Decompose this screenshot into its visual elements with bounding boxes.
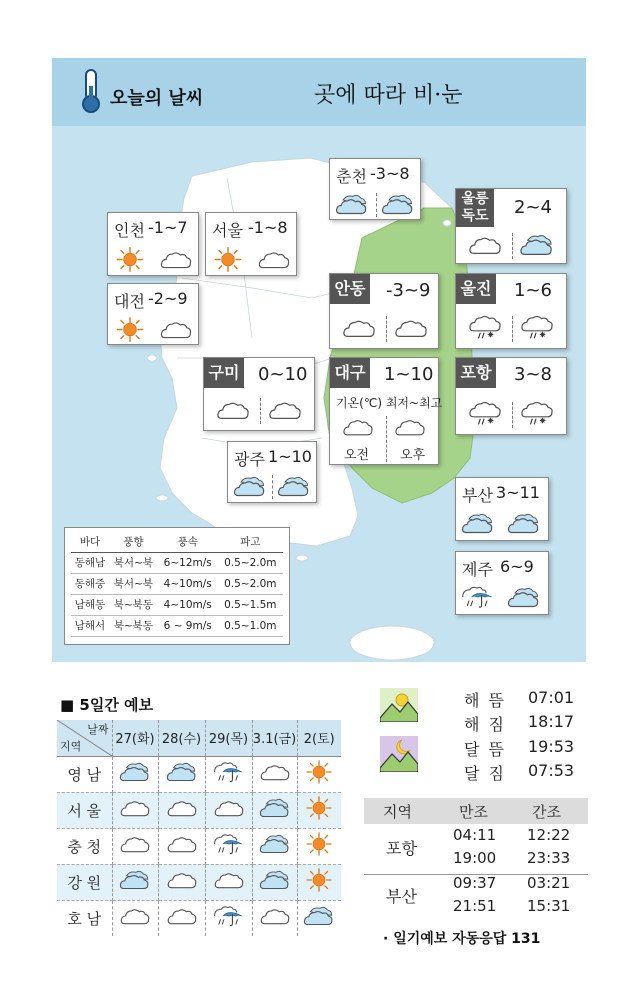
partly-cloudy-icon: [118, 759, 152, 785]
sunny-icon: [112, 316, 148, 343]
table-row: [71, 552, 283, 573]
box-divider: [512, 316, 513, 342]
five-day-forecast-table: [57, 720, 341, 936]
city-temp: 0~10: [258, 364, 308, 385]
city-name: 부산: [462, 486, 493, 505]
partly-cloudy-icon: [276, 473, 312, 500]
cloudy-icon: [258, 903, 292, 929]
forecast-title: ■ 5일간 예보: [60, 696, 154, 714]
cloud-rain-snow-icon: [518, 400, 556, 428]
city-temp: -2~9: [148, 289, 188, 308]
city-box-daegu: [329, 357, 443, 465]
forecast-row: [57, 756, 341, 792]
moonrise-label: 달 뜸: [464, 740, 506, 759]
city-temp: -1~7: [148, 218, 188, 237]
cloudy-icon: [340, 314, 378, 342]
column-header: 만조: [459, 803, 488, 821]
sunny-icon: [302, 867, 336, 893]
sunset-label: 해 짐: [464, 715, 506, 734]
sunny-icon: [302, 831, 336, 857]
sunrise-mountain-icon: [380, 688, 418, 722]
jeju-island: [350, 626, 434, 660]
partly-cloudy-icon: [258, 831, 292, 857]
column-header: 지역: [383, 803, 412, 821]
box-divider: [272, 475, 273, 499]
wave-height: 0.5~1.0m: [218, 615, 283, 636]
sea-area: 남해서: [71, 615, 109, 636]
phone-service-note: · 일기예보 자동응답 131: [383, 931, 541, 947]
forecast-header-row: [57, 720, 341, 756]
partly-cloudy-icon: [518, 231, 556, 259]
sunrise-label: 해 뜸: [464, 691, 506, 710]
region-name: 서 울: [57, 792, 112, 828]
date-header: 28(수): [158, 720, 205, 756]
city-name-label: 안동: [330, 274, 370, 304]
column-header: 파고: [218, 532, 283, 552]
sea-area: 남해동: [71, 594, 109, 615]
city-name: 서울: [212, 221, 243, 240]
wind-speed: 6~12m/s: [158, 552, 218, 573]
city-name-label: [456, 189, 494, 227]
city-temp: 1~6: [514, 280, 552, 301]
header-headline: 곳에 따라 비·눈: [314, 83, 463, 108]
city-box-uljin: [455, 273, 567, 349]
cloudy-icon: [340, 414, 376, 440]
region-name: 강 원: [57, 864, 112, 900]
date-header: 27(화): [112, 720, 158, 756]
date-header: 2(토): [297, 720, 341, 756]
cloud-rain-snow-icon: [466, 314, 504, 342]
forecast-row: [57, 792, 341, 828]
cloudy-icon: [158, 316, 194, 343]
city-box-chuncheon: [329, 158, 421, 220]
city-box-daejeon: [107, 283, 199, 345]
box-divider: [386, 316, 387, 342]
partly-cloudy-icon: [460, 510, 496, 537]
partly-cloudy-icon: [258, 795, 292, 821]
wind-direction: 북~북동: [109, 615, 158, 636]
column-header: 바다: [71, 532, 109, 552]
column-header: 간조: [532, 803, 561, 821]
high-tide-time: 19:00: [453, 849, 497, 867]
moonset-time: 07:53: [528, 761, 575, 780]
date-header: 29(목): [205, 720, 252, 756]
city-name-line-1: 울릉: [461, 191, 489, 207]
sea-conditions-table: [64, 527, 290, 645]
tide-region: 부산: [386, 887, 417, 906]
wind-speed: 4~10m/s: [158, 594, 218, 615]
cloudy-icon: [256, 246, 292, 273]
city-name: 대전: [114, 292, 145, 311]
column-header: 풍속: [158, 532, 218, 552]
region-name: 충 청: [57, 828, 112, 864]
city-temp: 1~10: [384, 364, 434, 385]
wind-speed: 4~10m/s: [158, 573, 218, 594]
city-temp: 3~8: [514, 364, 552, 385]
header-title: 오늘의 날씨: [110, 88, 204, 109]
sunrise-time: 07:01: [528, 688, 575, 707]
cloudy-icon: [392, 414, 428, 440]
city-name-label: 구미: [204, 358, 244, 388]
city-name: 광주: [234, 450, 265, 469]
city-temp: -3~9: [386, 280, 431, 301]
cloudy-icon: [118, 795, 152, 821]
city-name-label: 울진: [456, 274, 496, 304]
cloudy-icon: [466, 231, 504, 259]
table-row: [71, 594, 283, 615]
cloud-rain-snow-icon: [466, 400, 504, 428]
column-header: 풍향: [109, 532, 158, 552]
partly-cloudy-icon: [165, 759, 199, 785]
city-temp: 2~4: [514, 197, 552, 218]
corner-region-label: 지역: [60, 739, 82, 753]
wind-direction: 북~북동: [109, 594, 158, 615]
forecast-row: [57, 828, 341, 864]
date-header: 3.1(금): [252, 720, 297, 756]
cloudy-icon: [165, 831, 199, 857]
region-name: 호 남: [57, 900, 112, 936]
city-box-andong: [329, 273, 439, 349]
cloud-rain-icon: [212, 903, 246, 929]
wind-speed: 6 ~ 9m/s: [158, 615, 218, 636]
cloudy-icon: [158, 246, 194, 273]
cloudy-icon: [165, 795, 199, 821]
partly-cloudy-icon: [506, 510, 542, 537]
city-box-jeju: [455, 551, 549, 615]
partly-cloudy-icon: [232, 473, 268, 500]
moonrise-mountain-icon: [380, 736, 418, 772]
sea-area: 동해중: [71, 573, 109, 594]
region-name: 영 남: [57, 756, 112, 792]
wind-direction: 북서~북: [109, 552, 158, 573]
thermometer-icon: [78, 68, 104, 114]
wave-height: 0.5~1.5m: [218, 594, 283, 615]
city-temp: -3~8: [370, 164, 410, 183]
pm-label: 오후: [400, 448, 426, 463]
cloudy-icon: [212, 867, 246, 893]
box-divider: [260, 398, 261, 424]
low-tide-time: 12:22: [527, 826, 571, 844]
partly-cloudy-icon: [334, 191, 370, 218]
partly-cloudy-icon: [380, 191, 416, 218]
city-temp: 1~10: [268, 447, 312, 466]
city-temp: 3~11: [496, 483, 540, 502]
box-divider: [512, 233, 513, 259]
box-divider: [376, 193, 377, 217]
city-box-gwangju: [227, 441, 317, 503]
city-box-gumi: [203, 357, 315, 431]
cloud-rain-snow-icon: [518, 314, 556, 342]
wave-height: 0.5~2.0m: [218, 573, 283, 594]
sunny-icon: [112, 246, 148, 273]
forecast-corner-cell: [57, 720, 112, 756]
temperature-legend: 기온(℃) 최저~최고: [336, 396, 443, 410]
city-box-incheon: [107, 212, 199, 276]
low-tide-time: 03:21: [527, 874, 571, 892]
city-temp: 6~9: [500, 557, 534, 576]
partly-cloudy-icon: [118, 867, 152, 893]
sunset-time: 18:17: [528, 712, 575, 731]
cloudy-icon: [118, 831, 152, 857]
forecast-title-text: 5일간 예보: [79, 696, 154, 714]
sunny-icon: [302, 795, 336, 821]
sunny-icon: [302, 759, 336, 785]
sunny-icon: [210, 246, 246, 273]
low-tide-time: 15:31: [527, 897, 571, 915]
cloudy-icon: [165, 903, 199, 929]
high-tide-time: 09:37: [453, 874, 497, 892]
cloudy-icon: [165, 867, 199, 893]
partly-cloudy-icon: [506, 584, 542, 611]
cloudy-icon: [214, 396, 252, 424]
box-divider: [512, 402, 513, 428]
moonrise-time: 19:53: [528, 737, 575, 756]
city-box-busan: [455, 477, 549, 541]
city-name: 춘천: [336, 167, 367, 186]
cloudy-icon: [118, 903, 152, 929]
city-name: 인천: [114, 221, 145, 240]
city-temp: -1~8: [248, 218, 288, 237]
sea-table-header: [71, 532, 283, 552]
corner-date-label: 날짜: [87, 723, 109, 736]
high-tide-time: 21:51: [453, 897, 497, 915]
wind-direction: 북서~북: [109, 573, 158, 594]
city-name-line-2: 독도: [461, 208, 489, 224]
city-name-label: 대구: [330, 358, 370, 388]
partly-cloudy-icon: [258, 867, 292, 893]
moonset-label: 달 짐: [464, 764, 506, 783]
cloudy-icon: [212, 795, 246, 821]
forecast-row: [57, 900, 341, 936]
wave-height: 0.5~2.0m: [218, 552, 283, 573]
city-box-seoul: [205, 212, 297, 276]
low-tide-time: 23:33: [527, 849, 571, 867]
table-row: [71, 573, 283, 594]
cloudy-icon: [392, 314, 430, 342]
city-box-pohang: [455, 357, 567, 435]
table-row: [71, 615, 283, 636]
forecast-row: [57, 864, 341, 900]
box-divider: [386, 416, 387, 462]
city-name-label: 포항: [456, 358, 496, 388]
cloudy-icon: [258, 759, 292, 785]
partly-cloudy-icon: [302, 903, 336, 929]
sea-area: 동해남: [71, 552, 109, 573]
high-tide-time: 04:11: [453, 826, 497, 844]
tide-region: 포항: [386, 839, 417, 858]
cloud-rain-icon: [212, 759, 246, 785]
cloud-rain-icon: [212, 831, 246, 857]
cloudy-icon: [266, 396, 304, 424]
cloud-rain-icon: [460, 583, 496, 611]
am-label: 오전: [344, 448, 370, 463]
city-box-ulleung-dokdo: [455, 188, 567, 264]
tide-table-header: [364, 798, 588, 824]
city-name: 제주: [462, 560, 493, 579]
